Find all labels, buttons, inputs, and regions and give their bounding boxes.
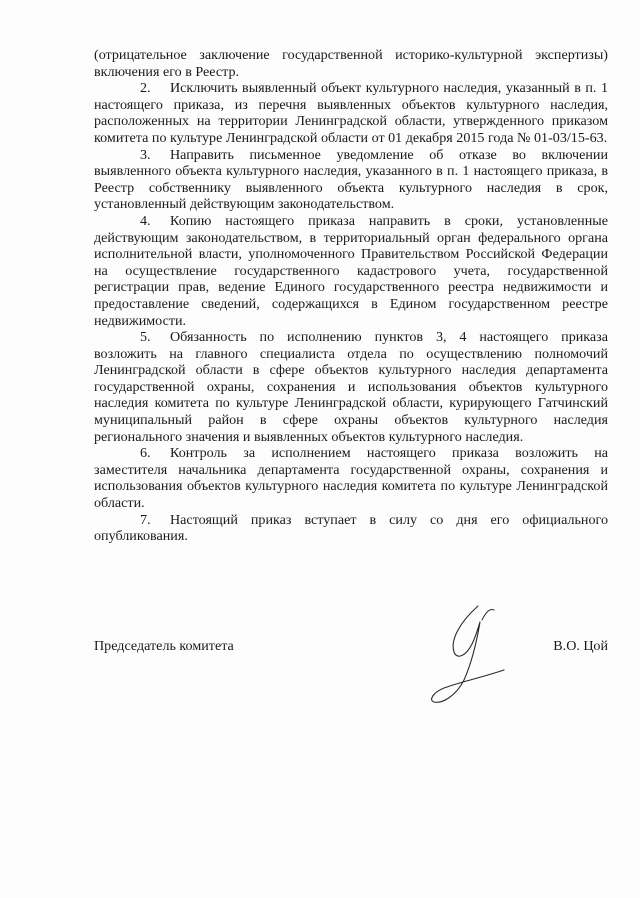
clause-text: Копию настоящего приказа направить в сроки, установленные действующим законодательством, в территориальный орган федерального органа исполнительной власти, уполномоченного Правительством Российской Федерации на осуществление государственного кадастрового учета, государственной регистрации прав, ведение Единого государственного реестра недвижимости и предоставление сведений, содержащихся в Едином государственном реестре недвижимости. (94, 212, 608, 329)
clause-text: Настоящий приказ вступает в силу со дня его официального опубликования. (94, 511, 608, 545)
clause-number: 6. (140, 445, 151, 462)
clause-7 (94, 512, 608, 545)
signatory-name: В.О. Цой (553, 638, 608, 654)
document-body (94, 47, 608, 545)
clause-text: Контроль за исполнением настоящего приказа возложить на заместителя начальника департамента государственной охраны, сохранения и использования объектов культурного наследия комитета по культуре Ленинградской области. (94, 445, 608, 512)
signature-block (94, 638, 608, 658)
intro-paragraph: (отрицательное заключение государственной историко-культурной экспертизы) включения его в Реестр. (94, 47, 608, 80)
clause-text: Направить письменное уведомление об отказе во включении выявленного объекта культурного наследия, указанного в п. 1 настоящего приказа, в Реестр собственнику выявленного объекта культурного наследия в срок, установленный действующим законодательством. (94, 146, 608, 213)
clause-5 (94, 329, 608, 445)
clause-3 (94, 147, 608, 213)
clause-number: 3. (140, 146, 151, 163)
clause-number: 2. (140, 80, 151, 97)
signatory-title: Председатель комитета (94, 638, 234, 654)
clause-text: Исключить выявленный объект культурного наследия, указанный в п. 1 настоящего приказа, из перечня выявленных объектов культурного наследия, расположенных на территории Ленинградской области, утвержденного приказом комитета по культуре Ленинградской области от 01 декабря 2015 года № 01-03/15-63. (94, 80, 608, 146)
clause-4 (94, 213, 608, 329)
clause-number: 4. (140, 212, 151, 229)
clause-6 (94, 445, 608, 511)
clause-number: 5. (140, 329, 151, 346)
clause-number: 7. (140, 511, 151, 528)
clause-2 (94, 80, 608, 146)
clause-text: Обязанность по исполнению пунктов 3, 4 настоящего приказа возложить на главного специалиста отдела по осуществлению полномочий Ленинградской области в сфере объектов культурного наследия департамента государственной охраны, сохранения и использования объектов культурного наследия комитета по культуре Ленинградской области, курирующего Гатчинский муниципальный район в сфере охраны объектов культурного наследия регионального значения и выявленных объектов культурного наследия. (94, 329, 608, 445)
